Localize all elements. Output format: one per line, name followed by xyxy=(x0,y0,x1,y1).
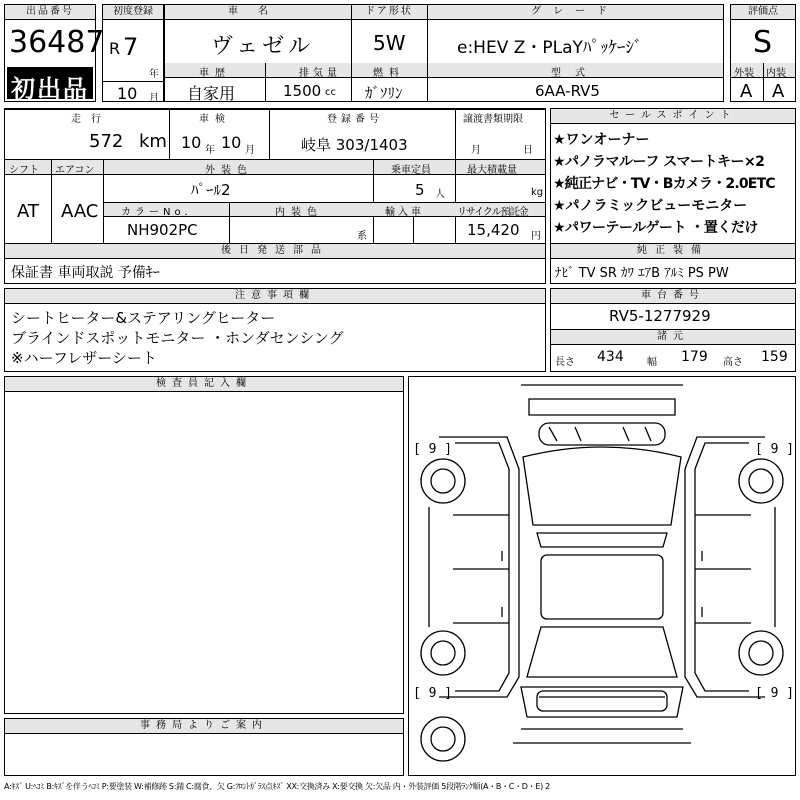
era: R xyxy=(109,39,121,58)
transfer-label: 譲渡書類期限 xyxy=(463,114,523,125)
ext-color: ﾊﾟｰﾙ2 xyxy=(191,181,231,199)
reg-month: 10 xyxy=(117,84,138,103)
ext-score: A xyxy=(740,81,753,102)
capacity-unit: 人 xyxy=(435,189,445,200)
inspection-month: 10 xyxy=(221,133,242,152)
history-label: 車歴 xyxy=(199,68,231,79)
office-label: 事務局よりご案内 xyxy=(5,719,403,734)
model-code: 6AA-RV5 xyxy=(535,82,600,100)
mileage-label: 走行 xyxy=(71,114,111,125)
transfer-day-unit: 日 xyxy=(523,145,533,156)
legend: A:ｷｽﾞ U:ﾍｺﾐ B:ｷｽﾞを伴うﾍｺﾐ P:要塗装 W:補修跡 S:錆 C:腐食、欠 G:ﾌﾛﾝﾄｶﾞﾗｽ点ｷｽﾞ XX:交換済み X:要交換 欠:欠品 内・外装評価 5段階ﾗﾝｸ順(A・B・C・D・E) 2 xyxy=(4,782,550,791)
score-box xyxy=(730,4,796,102)
equipment: ﾅﾋﾞ TV SR ｶﾜ ｴｱB ｱﾙﾐ PS PW xyxy=(555,266,729,281)
note-line: ブラインドスポットモニター ・ホンダセンシング xyxy=(11,329,344,347)
later-docs: 保証書 車両取説 予備ｷｰ xyxy=(11,265,160,281)
reg-no: 岐阜 303/1403 xyxy=(301,136,408,154)
equipment-label: 純正装備 xyxy=(551,244,795,259)
ext-label: 外装 xyxy=(734,68,754,79)
spec-label: 諸元 xyxy=(551,330,795,345)
int-score: A xyxy=(772,81,785,102)
chassis-box xyxy=(550,288,796,372)
recycle-label: リサイクル預託金 xyxy=(457,207,528,218)
fuel: ｶﾞｿﾘﾝ xyxy=(365,84,403,102)
displacement: 1500 xyxy=(283,82,322,100)
ext-color-label: 外装色 xyxy=(205,165,253,176)
inspection-label: 車検 xyxy=(199,114,231,125)
sales-points-label: セールスポイント xyxy=(551,109,795,124)
int-color-unit: 系 xyxy=(357,231,367,242)
mileage-unit: km xyxy=(139,131,167,152)
car-diagram-box xyxy=(408,376,796,776)
import-label: 輸入車 xyxy=(385,207,424,218)
inspector-box xyxy=(4,376,404,714)
int-label: 内装 xyxy=(766,68,786,79)
sales-point: ★パノラマルーフ スマートキー×2 xyxy=(553,154,765,170)
ac: AAC xyxy=(61,201,99,222)
capacity: 5 xyxy=(415,181,425,199)
history: 自家用 xyxy=(187,84,236,103)
fuel-label: 燃料 xyxy=(373,68,405,79)
displacement-label: 排気量 xyxy=(299,68,341,79)
tire-mark: [ 9 ] xyxy=(755,686,795,701)
inspector-label: 検査員記入欄 xyxy=(5,377,403,392)
chassis-number: RV5-1277929 xyxy=(609,307,711,325)
tire-mark: [ 9 ] xyxy=(755,442,795,457)
lot-number-box xyxy=(4,4,105,103)
max-load-unit: kg xyxy=(531,187,544,198)
notes-label: 注意事項欄 xyxy=(5,289,545,304)
grade-label: グレード xyxy=(427,5,723,20)
sales-points-box xyxy=(550,108,796,284)
sales-point: ★純正ナビ・TV・Bカメラ・2.0ETC xyxy=(553,176,775,192)
sales-point: ★パノラミックビューモニター xyxy=(553,198,748,214)
lot-number: 36487 xyxy=(9,25,105,60)
width-label: 幅 xyxy=(647,357,657,368)
color-no: NH902PC xyxy=(127,221,198,239)
transfer-month-unit: 月 xyxy=(471,145,481,156)
score: S xyxy=(753,25,773,60)
recycle-unit: 円 xyxy=(531,231,541,242)
office-box xyxy=(4,718,404,776)
inspection-year: 10 xyxy=(181,133,202,152)
height: 159 xyxy=(761,349,788,365)
max-load-label: 最大積載量 xyxy=(467,165,517,176)
height-label: 高さ xyxy=(723,357,743,368)
mileage: 572 xyxy=(89,131,124,152)
sales-point: ★パワーテールゲート ・置くだけ xyxy=(553,220,758,236)
first-listing-text: 初出品 xyxy=(11,75,89,103)
score-label: 評価点 xyxy=(731,5,795,20)
grade: e:HEV Z・PLaYﾊﾟｯｹｰｼﾞ xyxy=(457,38,643,58)
car-name-label: 車名 xyxy=(165,5,351,20)
chassis-label: 車台番号 xyxy=(551,289,795,304)
sales-point: ★ワンオーナー xyxy=(553,132,650,148)
tire-mark: [ 9 ] xyxy=(413,442,453,457)
reg-no-label: 登録番号 xyxy=(327,114,383,125)
recycle-amount: 15,420 xyxy=(467,221,520,239)
length-label: 長さ xyxy=(555,357,575,368)
capacity-label: 乗車定員 xyxy=(391,165,431,176)
header-main-box xyxy=(164,4,724,102)
vehicle-details-box xyxy=(4,108,546,284)
reg-year-unit: 年 xyxy=(149,69,159,80)
door-type: 5W xyxy=(373,31,406,55)
door-label: ドア形状 xyxy=(351,5,427,20)
note-line: ※ハーフレザーシート xyxy=(11,349,157,367)
inspection-year-unit: 年 xyxy=(205,145,215,156)
first-registration-box xyxy=(102,4,164,102)
model-label: 型式 xyxy=(551,68,599,79)
displacement-unit: cc xyxy=(325,87,336,98)
int-color-label: 内装色 xyxy=(275,207,323,218)
shift: AT xyxy=(17,201,39,222)
car-name: ヴェゼル xyxy=(211,34,315,59)
color-no-label: カラーNo. xyxy=(121,207,192,218)
inspection-month-unit: 月 xyxy=(245,145,255,156)
shift-label: シフト xyxy=(9,165,39,176)
ac-label: エアコン xyxy=(55,165,95,176)
lot-number-label: 出品番号 xyxy=(5,5,95,20)
width: 179 xyxy=(681,349,708,365)
tire-mark: [ 9 ] xyxy=(413,686,453,701)
first-registration-label: 初度登録 xyxy=(103,5,163,20)
notes-box xyxy=(4,288,546,372)
note-line: シートヒーター&ステアリングヒーター xyxy=(11,309,276,327)
reg-month-unit: 月 xyxy=(149,93,159,104)
later-docs-label: 後日発送部品 xyxy=(5,244,545,259)
length: 434 xyxy=(597,349,624,365)
reg-year: 7 xyxy=(123,33,139,61)
car-damage-diagram xyxy=(409,377,795,775)
